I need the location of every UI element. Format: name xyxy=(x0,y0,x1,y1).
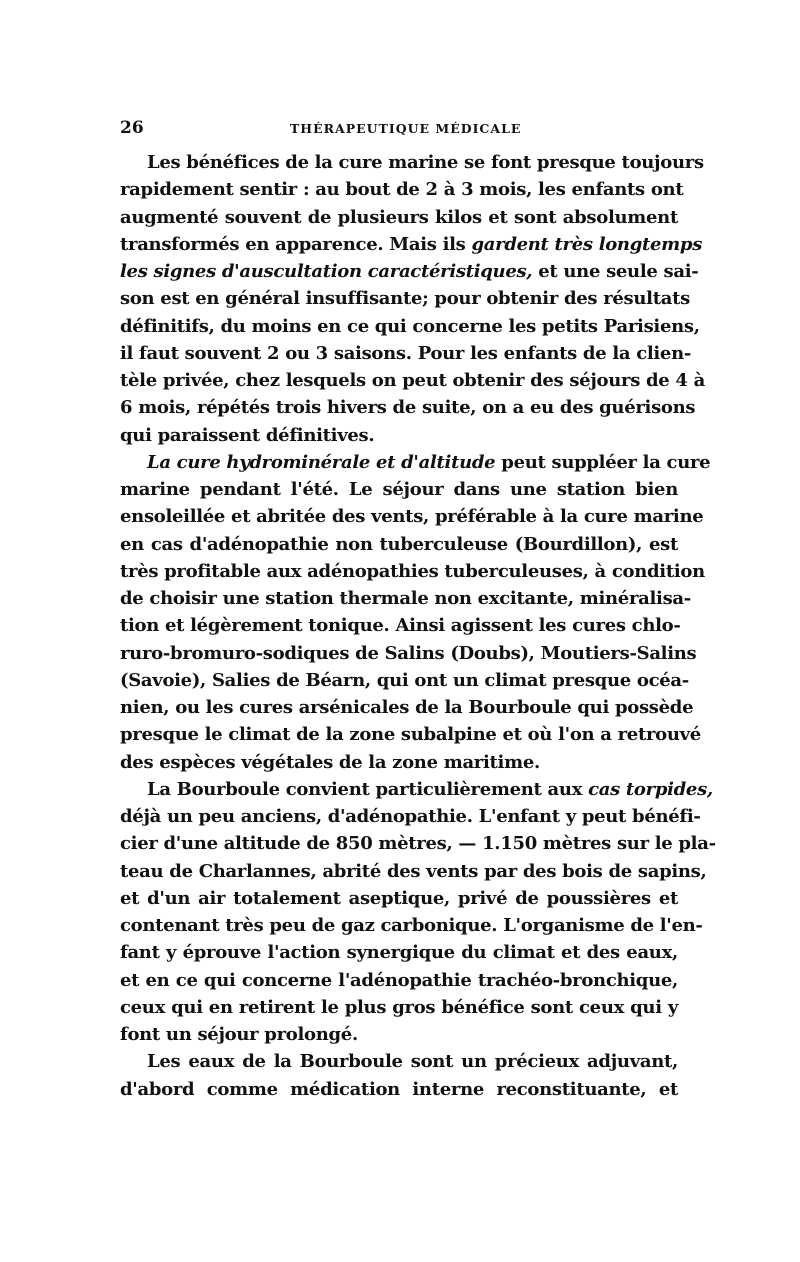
text-line xyxy=(120,503,704,530)
text-segment: d'abord comme médication interne reconstituante, et xyxy=(120,1078,678,1100)
text-segment: La Bourboule convient particulièrement aux xyxy=(147,778,589,800)
text-segment: 6 mois, répétés trois hivers de suite, on a eu des guérisons xyxy=(120,397,696,419)
text-segment: font un séjour prolongé. xyxy=(120,1024,358,1045)
text-segment: ruro-bromuro-sodiques de Salins (Doubs), Moutiers-Salins xyxy=(120,642,697,664)
text-line xyxy=(120,231,703,258)
text-segment: des espèces végétales de la zone maritime. xyxy=(120,751,540,773)
text-segment: déjà un peu anciens, d'adénopathie. L'enfant y peut bénéfi- xyxy=(120,806,701,827)
page-number: 26 xyxy=(120,118,144,138)
text-segment: Les bénéfices de la cure marine se font presque toujours xyxy=(147,152,704,173)
text-line xyxy=(120,313,700,340)
text-segment: (Savoie), Salies de Béarn, qui ont un climat presque océa- xyxy=(120,669,689,691)
text-segment: teau de Charlannes, abrité des vents par des bois de sapins, xyxy=(120,860,707,882)
text-line xyxy=(120,176,684,203)
text-segment: peut suppléer la cure xyxy=(495,451,711,473)
text-line xyxy=(120,285,690,312)
text-segment: rapidement sentir : au bout de 2 à 3 mois, les enfants ont xyxy=(120,179,684,201)
text-line xyxy=(120,1048,678,1075)
text-line xyxy=(120,939,678,966)
text-segment: définitifs, du moins en ce qui concerne les petits Parisiens, xyxy=(120,315,700,337)
text-segment: et d'un air totalement aseptique, privé de poussières et xyxy=(120,887,678,909)
text-line xyxy=(120,558,705,585)
text-line xyxy=(120,885,678,912)
text-line xyxy=(120,531,678,558)
text-line xyxy=(120,803,701,830)
text-line xyxy=(120,721,701,748)
text-line xyxy=(120,667,689,694)
text-line xyxy=(120,476,678,503)
text-line xyxy=(120,340,692,367)
italic-text: les signes d'auscultation caractéristiques, xyxy=(120,261,533,282)
italic-text: cas torpides, xyxy=(588,778,713,800)
text-line xyxy=(120,258,699,285)
text-line xyxy=(120,694,694,721)
text-line xyxy=(120,204,678,231)
text-line xyxy=(120,367,705,394)
text-segment: presque le climat de la zone subalpine et où l'on a retrouvé xyxy=(120,724,701,746)
text-segment: transformés en apparence. Mais ils xyxy=(120,233,472,255)
text-segment: contenant très peu de gaz carbonique. L'organisme de l'en- xyxy=(120,915,703,936)
text-line xyxy=(120,585,691,612)
text-segment: cier d'une altitude de 850 mètres, — 1.150 mètres sur le pla- xyxy=(120,833,716,855)
running-title: THÉRAPEUTIQUE MÉDICALE xyxy=(290,121,522,136)
text-segment: fant y éprouve l'action synergique du climat et des eaux, xyxy=(120,942,678,964)
text-line xyxy=(120,749,678,776)
text-line xyxy=(120,149,704,176)
italic-text: La cure hydrominérale et d'altitude xyxy=(147,451,496,473)
text-segment: tèle privée, chez lesquels on peut obtenir des séjours de 4 à xyxy=(120,370,705,391)
text-segment: et une seule sai- xyxy=(532,261,699,282)
text-line xyxy=(120,830,716,857)
text-segment: très profitable aux adénopathies tuberculeuses, à condition xyxy=(120,560,705,582)
text-segment: Les eaux de la Bourboule sont un précieux adjuvant, xyxy=(147,1051,678,1073)
text-line xyxy=(120,1021,678,1048)
text-segment: nien, ou les cures arsénicales de la Bourboule qui possède xyxy=(120,697,694,718)
text-line xyxy=(120,858,707,885)
text-line xyxy=(120,776,713,803)
text-segment: en cas d'adénopathie non tuberculeuse (Bourdillon), est xyxy=(120,533,678,555)
text-line xyxy=(120,1076,678,1103)
text-segment: de choisir une station thermale non excitante, minéralisa- xyxy=(120,588,691,609)
text-segment: son est en général insuffisante; pour obtenir des résultats xyxy=(120,288,690,310)
text-segment: qui paraissent définitives. xyxy=(120,424,375,446)
text-line xyxy=(120,422,678,449)
text-line xyxy=(120,640,697,667)
text-segment: tion et légèrement tonique. Ainsi agissent les cures chlo- xyxy=(120,615,681,637)
text-segment: ceux qui en retirent le plus gros bénéfice sont ceux qui y xyxy=(120,996,678,1018)
text-segment: marine pendant l'été. Le séjour dans une station bien xyxy=(120,479,678,500)
text-line xyxy=(120,394,696,421)
page-header xyxy=(120,118,678,138)
text-segment: augmenté souvent de plusieurs kilos et sont absolument xyxy=(120,206,678,228)
text-segment: il faut souvent 2 ou 3 saisons. Pour les enfants de la clien- xyxy=(120,342,692,364)
body-text xyxy=(120,149,716,1103)
text-line xyxy=(120,967,678,994)
text-line xyxy=(120,612,681,639)
text-segment: et en ce qui concerne l'adénopathie trachéo-bronchique, xyxy=(120,969,678,991)
text-line xyxy=(120,912,703,939)
text-segment: ensoleillée et abritée des vents, préférable à la cure marine xyxy=(120,506,704,528)
italic-text: gardent très longtemps xyxy=(471,233,703,255)
text-line xyxy=(120,449,711,476)
text-line xyxy=(120,994,678,1021)
